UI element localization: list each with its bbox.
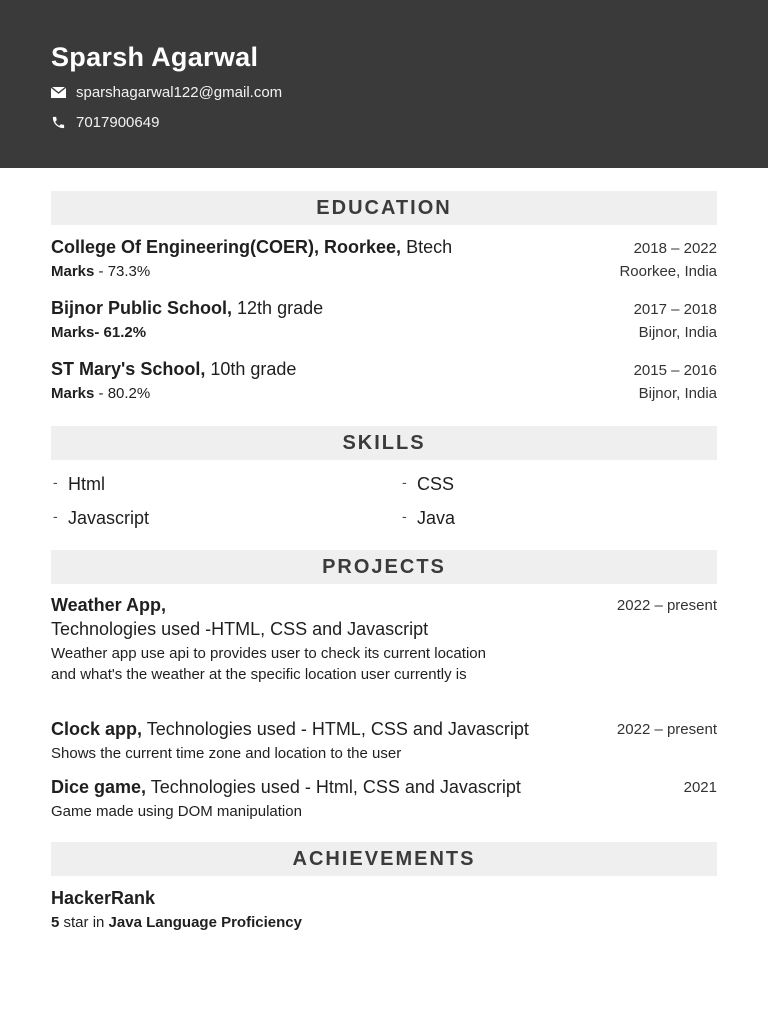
achievement-name: HackerRank xyxy=(51,888,156,908)
project-tech: Technologies used - HTML, CSS and Javascript xyxy=(146,719,529,739)
project-title xyxy=(51,719,529,740)
email-row xyxy=(51,84,282,101)
project-description: Game made using DOM manipulation xyxy=(51,803,302,820)
bullet-icon: - xyxy=(402,508,407,524)
bullet-icon: - xyxy=(53,474,58,490)
project-name: Clock app, xyxy=(51,719,143,739)
education-dates: 2018 – 2022 xyxy=(633,240,717,257)
education-location: Bijnor, India xyxy=(638,324,717,341)
project-dates: 2021 xyxy=(683,779,717,796)
bullet-icon: - xyxy=(53,508,58,524)
skill-item: CSS xyxy=(417,474,455,494)
email-link[interactable]: sparshagarwal122@gmail.com xyxy=(76,84,283,101)
education-dates: 2017 – 2018 xyxy=(633,301,717,318)
project-tech: Technologies used -HTML, CSS and Javascript xyxy=(51,619,429,639)
education-location: Roorkee, India xyxy=(619,263,717,280)
degree: 10th grade xyxy=(210,359,297,379)
project-title xyxy=(51,595,166,616)
school-name: College Of Engineering(COER), Roorkee, xyxy=(51,237,402,257)
candidate-name: Sparsh Agarwal xyxy=(51,42,259,72)
school-name: Bijnor Public School, xyxy=(51,298,233,318)
degree: Btech xyxy=(406,237,453,257)
marks-label: Marks- 61.2% xyxy=(51,324,147,341)
education-entry-1 xyxy=(51,237,452,258)
education-entry-3 xyxy=(51,359,296,380)
skills-heading: SKILLS xyxy=(51,426,717,460)
project-dates: 2022 – present xyxy=(616,721,717,738)
project-dates: 2022 – present xyxy=(616,597,717,614)
phone-row xyxy=(51,114,159,131)
project-name: Weather App, xyxy=(51,595,167,615)
project-name: Dice game, xyxy=(51,777,147,797)
achievement-mid: star in xyxy=(63,914,105,931)
marks-label: Marks xyxy=(51,263,95,280)
skill-item: Javascript xyxy=(68,508,150,528)
marks-row xyxy=(51,263,150,280)
marks-row xyxy=(51,385,150,402)
education-location: Bijnor, India xyxy=(638,385,717,402)
achievements-heading: ACHIEVEMENTS xyxy=(51,842,717,876)
school-name: ST Mary's School, xyxy=(51,359,206,379)
marks-label: Marks xyxy=(51,385,95,402)
education-heading: EDUCATION xyxy=(51,191,717,225)
envelope-icon xyxy=(51,86,68,100)
phone-link[interactable]: 7017900649 xyxy=(76,114,160,131)
bullet-icon: - xyxy=(402,474,407,490)
achievement-subject: Java Language Proficiency xyxy=(108,914,302,931)
achievement-count: 5 xyxy=(51,914,60,931)
marks-value: - 80.2% xyxy=(98,385,151,402)
phone-icon xyxy=(51,116,68,130)
skill-item: Java xyxy=(417,508,456,528)
project-description: Weather app use api to provides user to check its current location and what's the weather at the specific location user currently is xyxy=(51,645,486,683)
project-description: Shows the current time zone and location to the user xyxy=(51,745,402,762)
achievement-detail xyxy=(51,914,302,931)
projects-heading: PROJECTS xyxy=(51,550,717,584)
project-title xyxy=(51,777,521,798)
education-dates: 2015 – 2016 xyxy=(633,362,717,379)
marks-row xyxy=(51,324,146,341)
project-tech: Technologies used - Html, CSS and Javascript xyxy=(150,777,521,797)
education-entry-2 xyxy=(51,298,323,319)
achievement-title xyxy=(51,888,155,909)
skill-item: Html xyxy=(68,474,105,494)
marks-value: - 73.3% xyxy=(98,263,151,280)
resume-header xyxy=(0,0,768,168)
degree: 12th grade xyxy=(237,298,324,318)
